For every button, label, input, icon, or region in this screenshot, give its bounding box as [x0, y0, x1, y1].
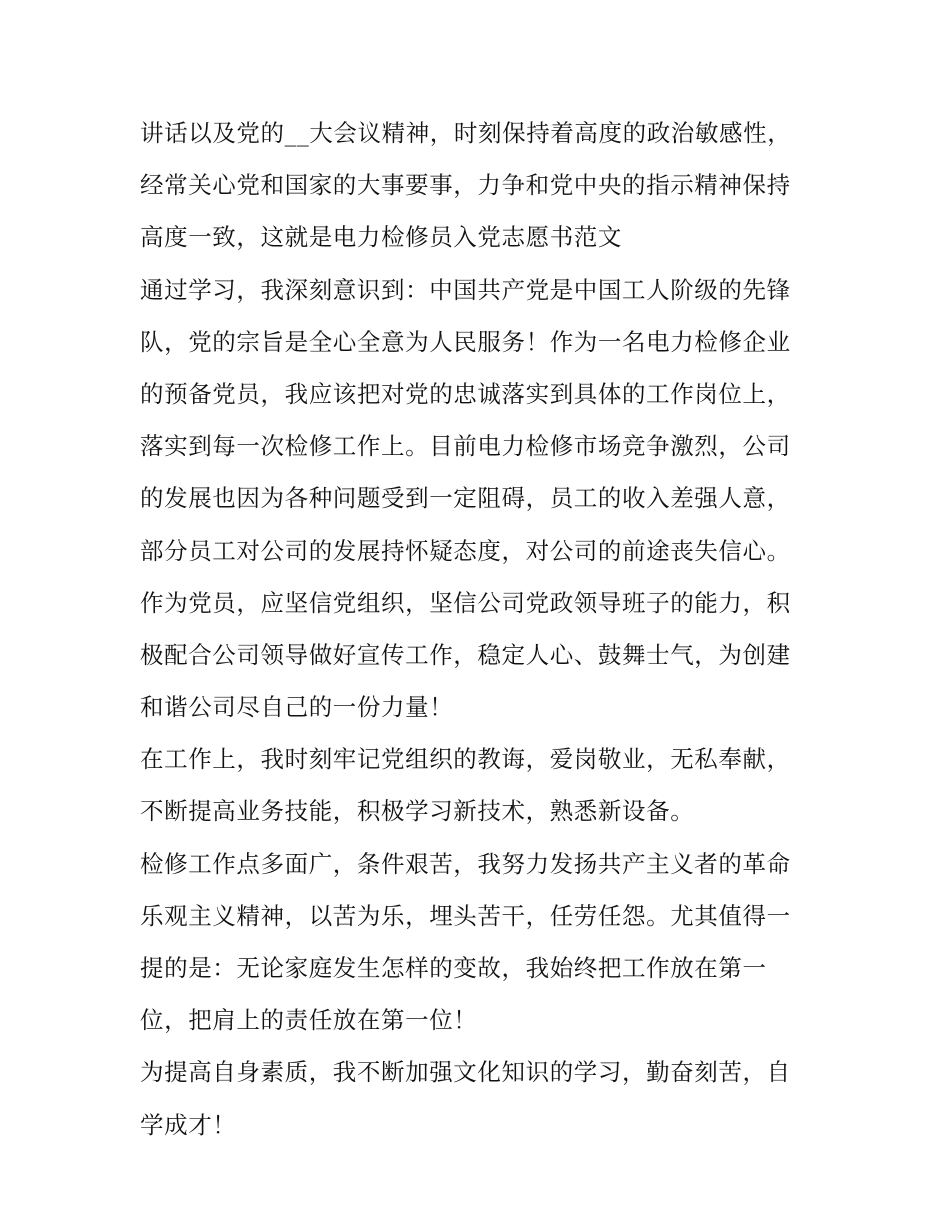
- text-line: 为提高自身素质，我不断加强文化知识的学习，勤奋刻苦，自: [140, 1058, 791, 1087]
- text-line: 在工作上，我时刻牢记党组织的教诲，爱岗敬业，无私奉献，: [140, 745, 791, 774]
- text-line: 讲话以及党的__大会议精神，时刻保持着高度的政治敏感性，: [140, 119, 792, 147]
- text-line: 部分员工对公司的发展持怀疑态度，对公司的前途丧失信心。: [140, 536, 791, 565]
- text-line: 落实到每一次检修工作上。目前电力检修市场竞争激烈，公司: [140, 432, 791, 461]
- text-line: 通过学习，我深刻意识到：中国共产党是中国工人阶级的先锋: [140, 275, 791, 304]
- text-line: 极配合公司领导做好宣传工作，稳定人心、鼓舞士气，为创建: [140, 640, 791, 669]
- text-line: 检修工作点多面广，条件艰苦，我努力发扬共产主义者的革命: [140, 849, 791, 878]
- text-line: 作为党员，应坚信党组织，坚信公司党政领导班子的能力，积: [140, 588, 791, 617]
- text-line: 的发展也因为各种问题受到一定阻碍，员工的收入差强人意，: [140, 484, 791, 513]
- text-line: 队，党的宗旨是全心全意为人民服务！作为一名电力检修企业: [140, 327, 791, 356]
- text-line: 高度一致，这就是电力检修员入党志愿书范文: [140, 223, 622, 252]
- text-line: 位，把肩上的责任放在第一位！: [140, 1006, 478, 1035]
- text-line: 和谐公司尽自己的一份力量！: [140, 693, 454, 722]
- text-line: 不断提高业务技能，积极学习新技术，熟悉新设备。: [140, 797, 695, 826]
- text-line: 的预备党员，我应该把对党的忠诚落实到具体的工作岗位上，: [140, 379, 791, 408]
- text-line: 经常关心党和国家的大事要事，力争和党中央的指示精神保持: [140, 171, 791, 200]
- text-line: 学成才！: [140, 1110, 237, 1139]
- text-line: 提的是：无论家庭发生怎样的变故，我始终把工作放在第一: [140, 954, 767, 982]
- text-line: 乐观主义精神，以苦为乐，埋头苦干，任劳任怨。尤其值得一: [140, 901, 791, 930]
- document-body: [140, 107, 812, 1151]
